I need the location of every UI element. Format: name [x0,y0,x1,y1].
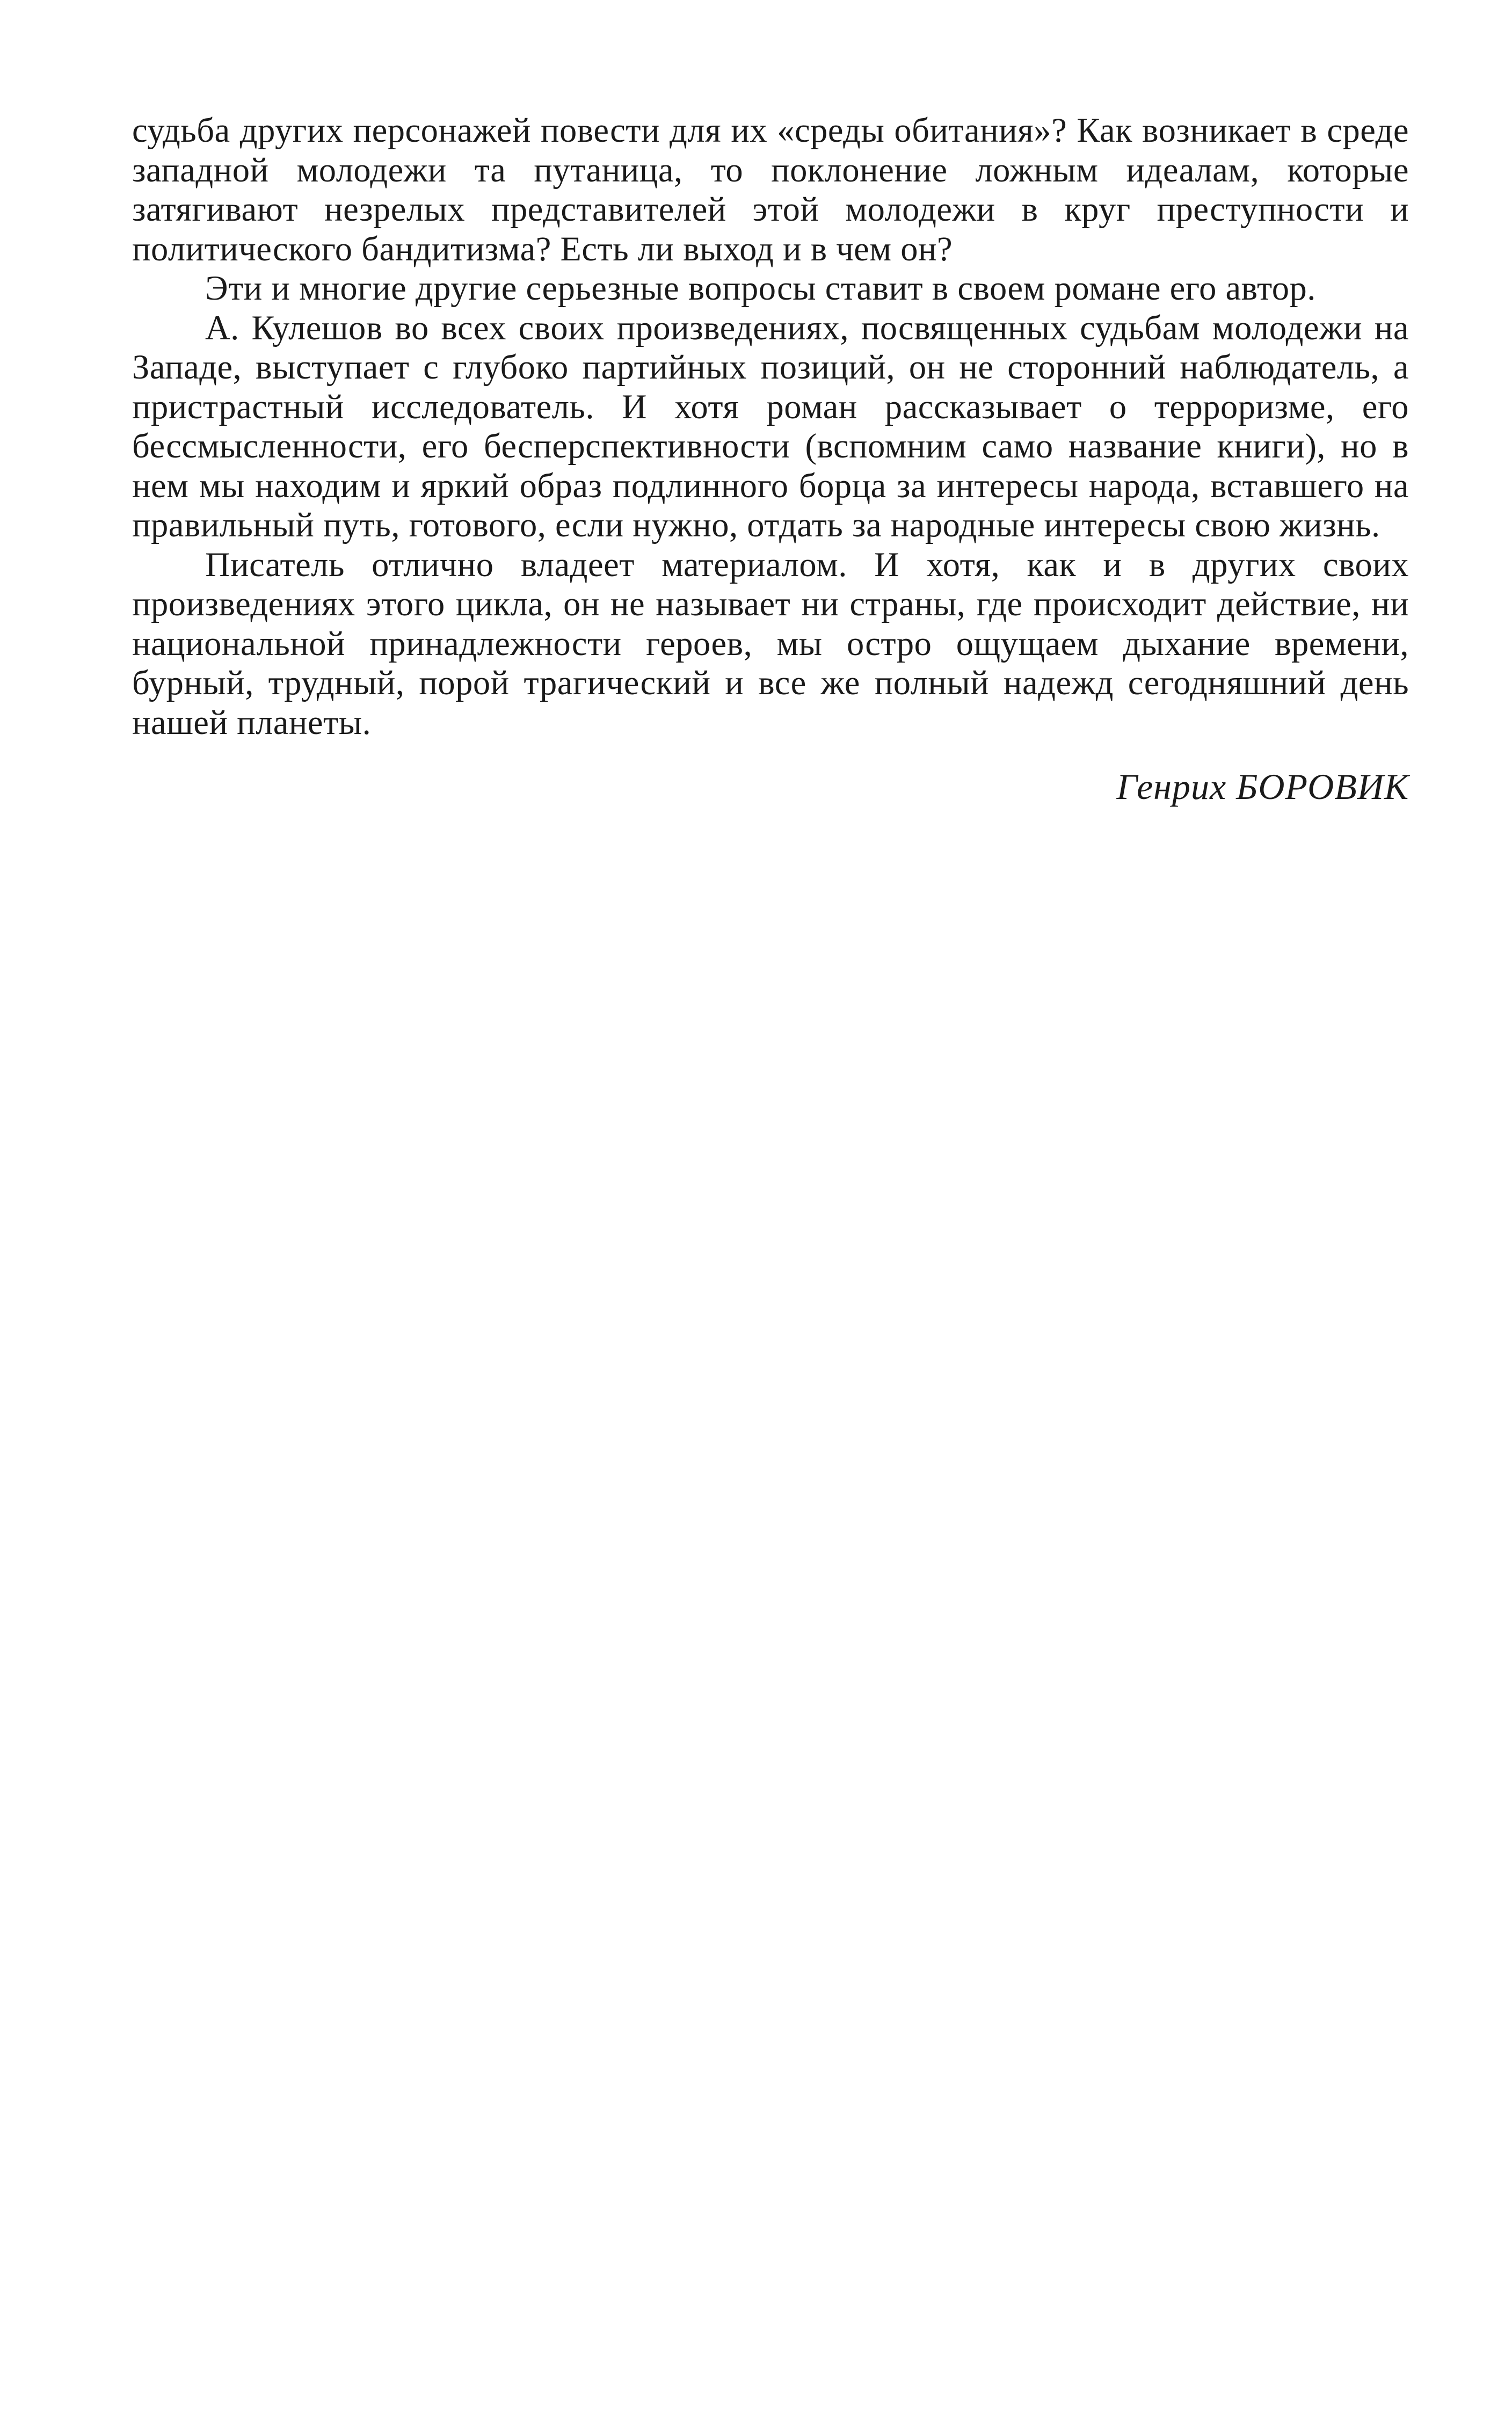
paragraph-2: Эти и многие другие серьезные вопросы ставит в своем романе его автор. [205,269,1316,307]
paragraph-3: А. Кулешов во всех своих произведениях, посвященных судьбам молодежи на Западе, выступает с глубоко партийных позиций, он не сторонний наблюдатель, а пристрастный исследователь. И хотя роман рассказывает о терроризме, его бессмысленности, его бесперспективности (вспомним само название книги), но в нем мы находим и яркий образ подлинного борца за интересы народа, вставшего на правильный путь, готового, если нужно, отдать за народные интересы свою жизнь. [132,308,1409,544]
author-signature: Генрих БОРОВИК [1116,766,1409,807]
paragraph-4: Писатель отлично владеет материалом. И хотя, как и в других своих произведениях этого цикла, он не называет ни страны, где происходит действие, ни национальной принадлежности героев, мы остро ощущаем дыхание времени, бурный, трудный, порой трагический и все же полный надежд сегодняшний день нашей планеты. [132,545,1409,741]
paragraph-1: судьба других персонажей повести для их «среды обитания»? Как возникает в среде западной молодежи та путаница, то поклонение ложным идеалам, которые затягивают незрелых представителей этой молодежи в круг преступности и политического бандитизма? Есть ли выход и в чем он? [132,111,1409,268]
document-page [132,111,1409,808]
